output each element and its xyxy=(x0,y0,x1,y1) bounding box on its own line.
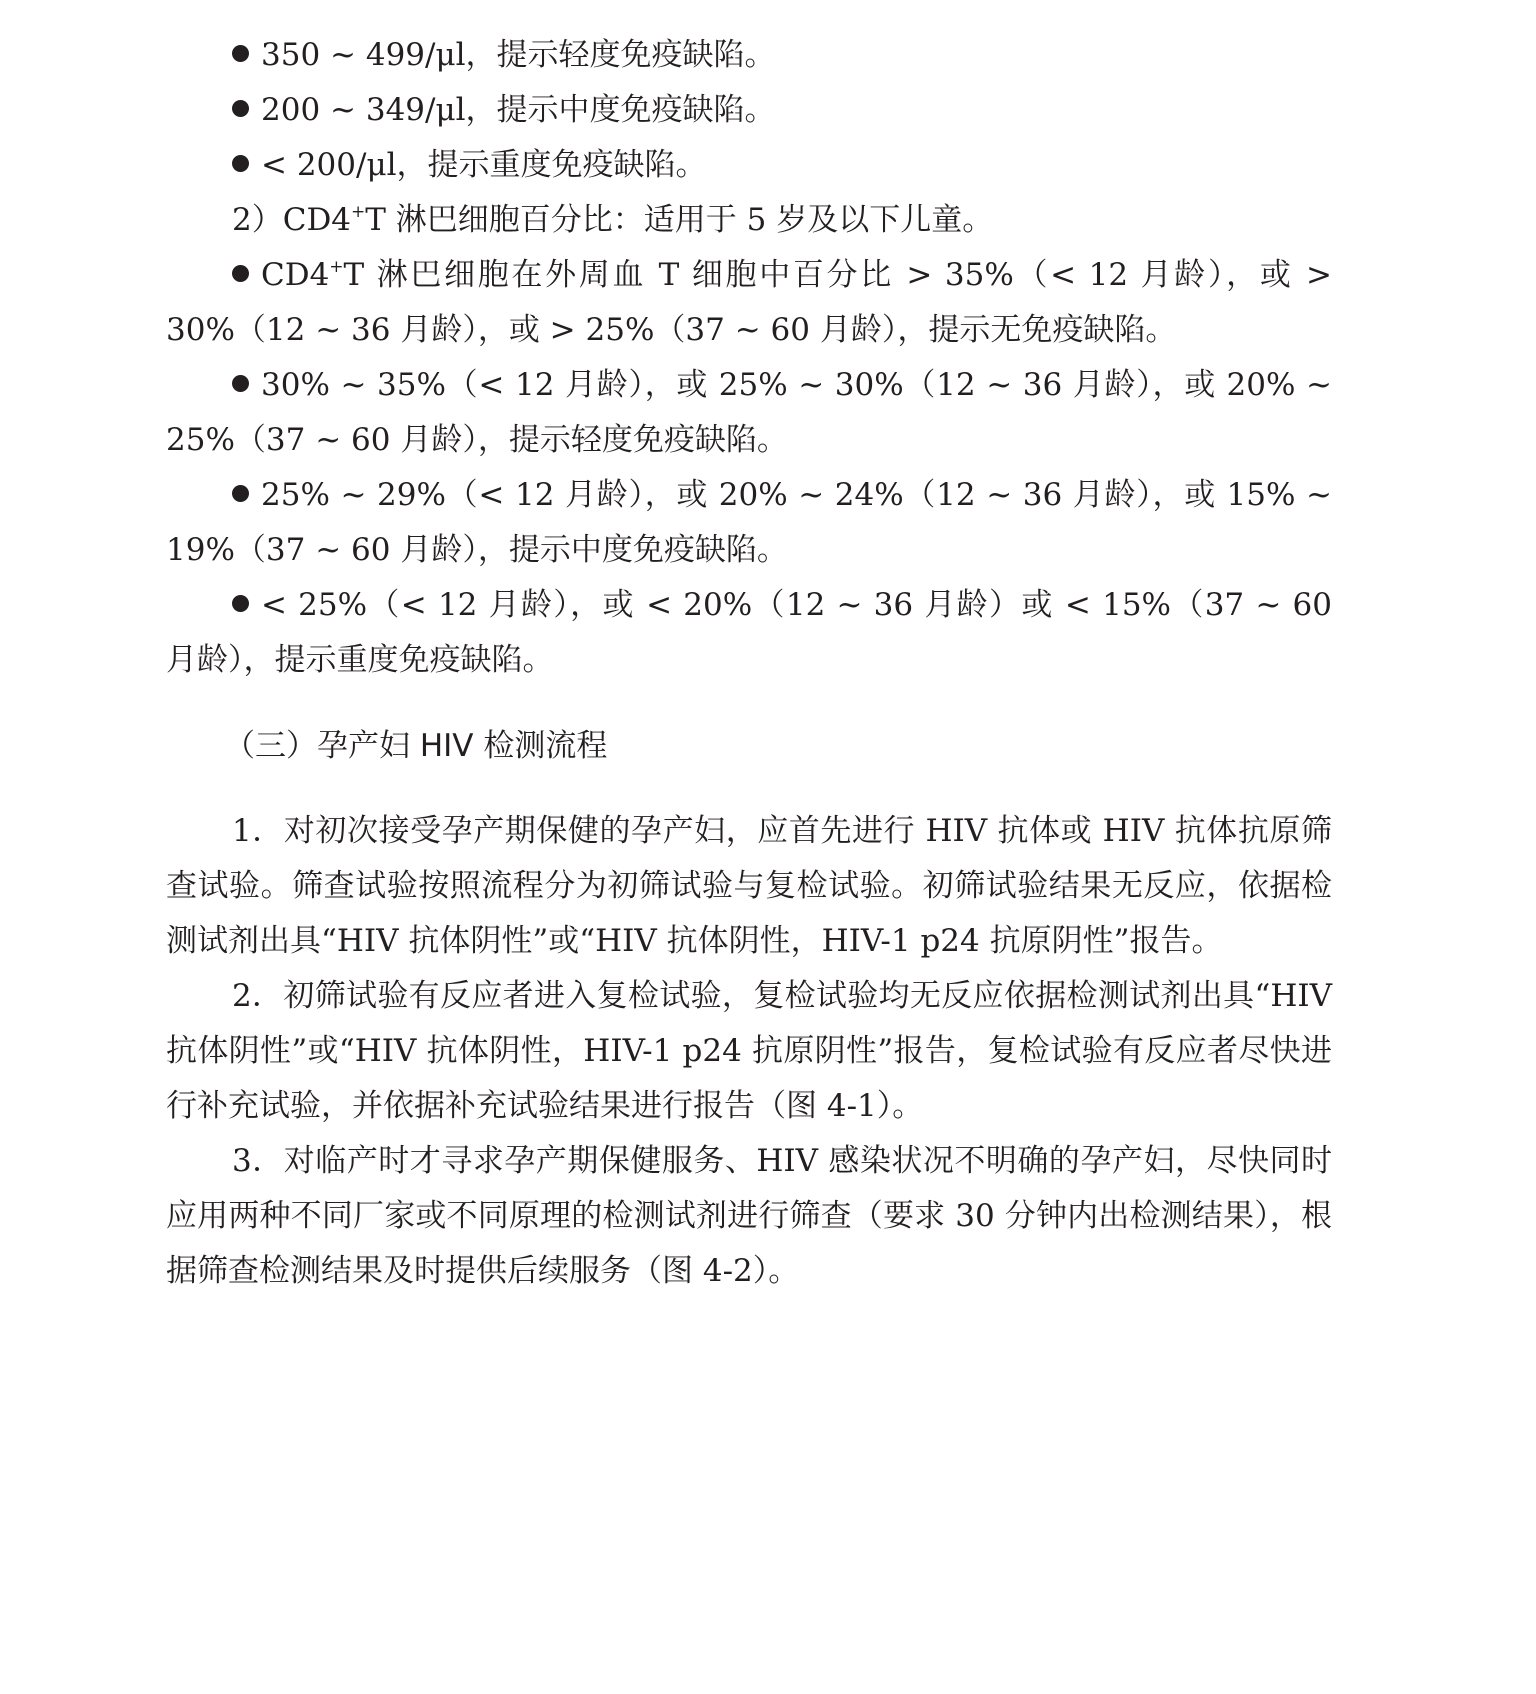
bullet-dot-icon xyxy=(232,45,249,62)
bullet-text-prefix: CD4 xyxy=(261,257,330,293)
bullet-dot-icon xyxy=(232,265,249,282)
subsection-title-suffix: T 淋巴细胞百分比：适用于 5 岁及以下儿童。 xyxy=(365,202,994,238)
bullet-item xyxy=(166,578,1332,688)
body-paragraph: 3．对临产时才寻求孕产期保健服务、HIV 感染状况不明确的孕产妇，尽快同时应用两种不同厂家或不同原理的检测试剂进行筛查（要求 30 分钟内出检测结果），根据筛查检测结果及时提供后续服务（图 4-2）。 xyxy=(166,1143,1332,1289)
section-heading: （三）孕产妇 HIV 检测流程 xyxy=(224,728,608,764)
bullet-text: 30% ~ 35%（< 12 月龄），或 25% ~ 30%（12 ~ 36 月龄），或 20% ~ 25%（37 ~ 60 月龄），提示轻度免疫缺陷。 xyxy=(166,367,1332,458)
subsection-title-prefix: 2）CD4 xyxy=(232,202,352,238)
bullet-item xyxy=(166,248,1332,358)
subsection-title xyxy=(166,193,1332,248)
bullet-item xyxy=(166,138,1332,193)
superscript-plus: + xyxy=(329,257,344,277)
bullet-item xyxy=(166,83,1332,138)
body-paragraph: 1．对初次接受孕产期保健的孕产妇，应首先进行 HIV 抗体或 HIV 抗体抗原筛查试验。筛查试验按照流程分为初筛试验与复检试验。初筛试验结果无反应，依据检测试剂出具“HIV 抗体阴性”或“HIV 抗体阴性，HIV-1 p24 抗原阴性”报告。 xyxy=(166,813,1332,959)
bullet-text: < 25%（< 12 月龄），或 < 20%（12 ~ 36 月龄）或 < 15%（37 ~ 60 月龄），提示重度免疫缺陷。 xyxy=(166,587,1332,678)
superscript-plus: + xyxy=(351,202,366,222)
body-paragraph: 2．初筛试验有反应者进入复检试验，复检试验均无反应依据检测试剂出具“HIV 抗体阴性”或“HIV 抗体阴性，HIV-1 p24 抗原阴性”报告，复检试验有反应者尽快进行补充试验，并依据补充试验结果进行报告（图 4-1）。 xyxy=(166,978,1332,1124)
bullet-dot-icon xyxy=(232,375,249,392)
bullet-item xyxy=(166,28,1332,83)
bullet-text: 350 ~ 499/μl，提示轻度免疫缺陷。 xyxy=(261,37,776,73)
bullet-dot-icon xyxy=(232,595,249,612)
bullet-text: 200 ~ 349/μl，提示中度免疫缺陷。 xyxy=(261,92,776,128)
bullet-dot-icon xyxy=(232,485,249,502)
bullet-text: 25% ~ 29%（< 12 月龄），或 20% ~ 24%（12 ~ 36 月龄），或 15% ~ 19%（37 ~ 60 月龄），提示中度免疫缺陷。 xyxy=(166,477,1332,568)
bullet-item xyxy=(166,468,1332,578)
bullet-dot-icon xyxy=(232,155,249,172)
document-page xyxy=(166,28,1332,1299)
bullet-item xyxy=(166,358,1332,468)
bullet-text: < 200/μl，提示重度免疫缺陷。 xyxy=(261,147,707,183)
bullet-dot-icon xyxy=(232,100,249,117)
bullet-text-suffix: T 淋巴细胞在外周血 T 细胞中百分比 > 35%（< 12 月龄），或 > 30%（12 ~ 36 月龄），或 > 25%（37 ~ 60 月龄），提示无免疫缺陷。 xyxy=(166,257,1332,348)
